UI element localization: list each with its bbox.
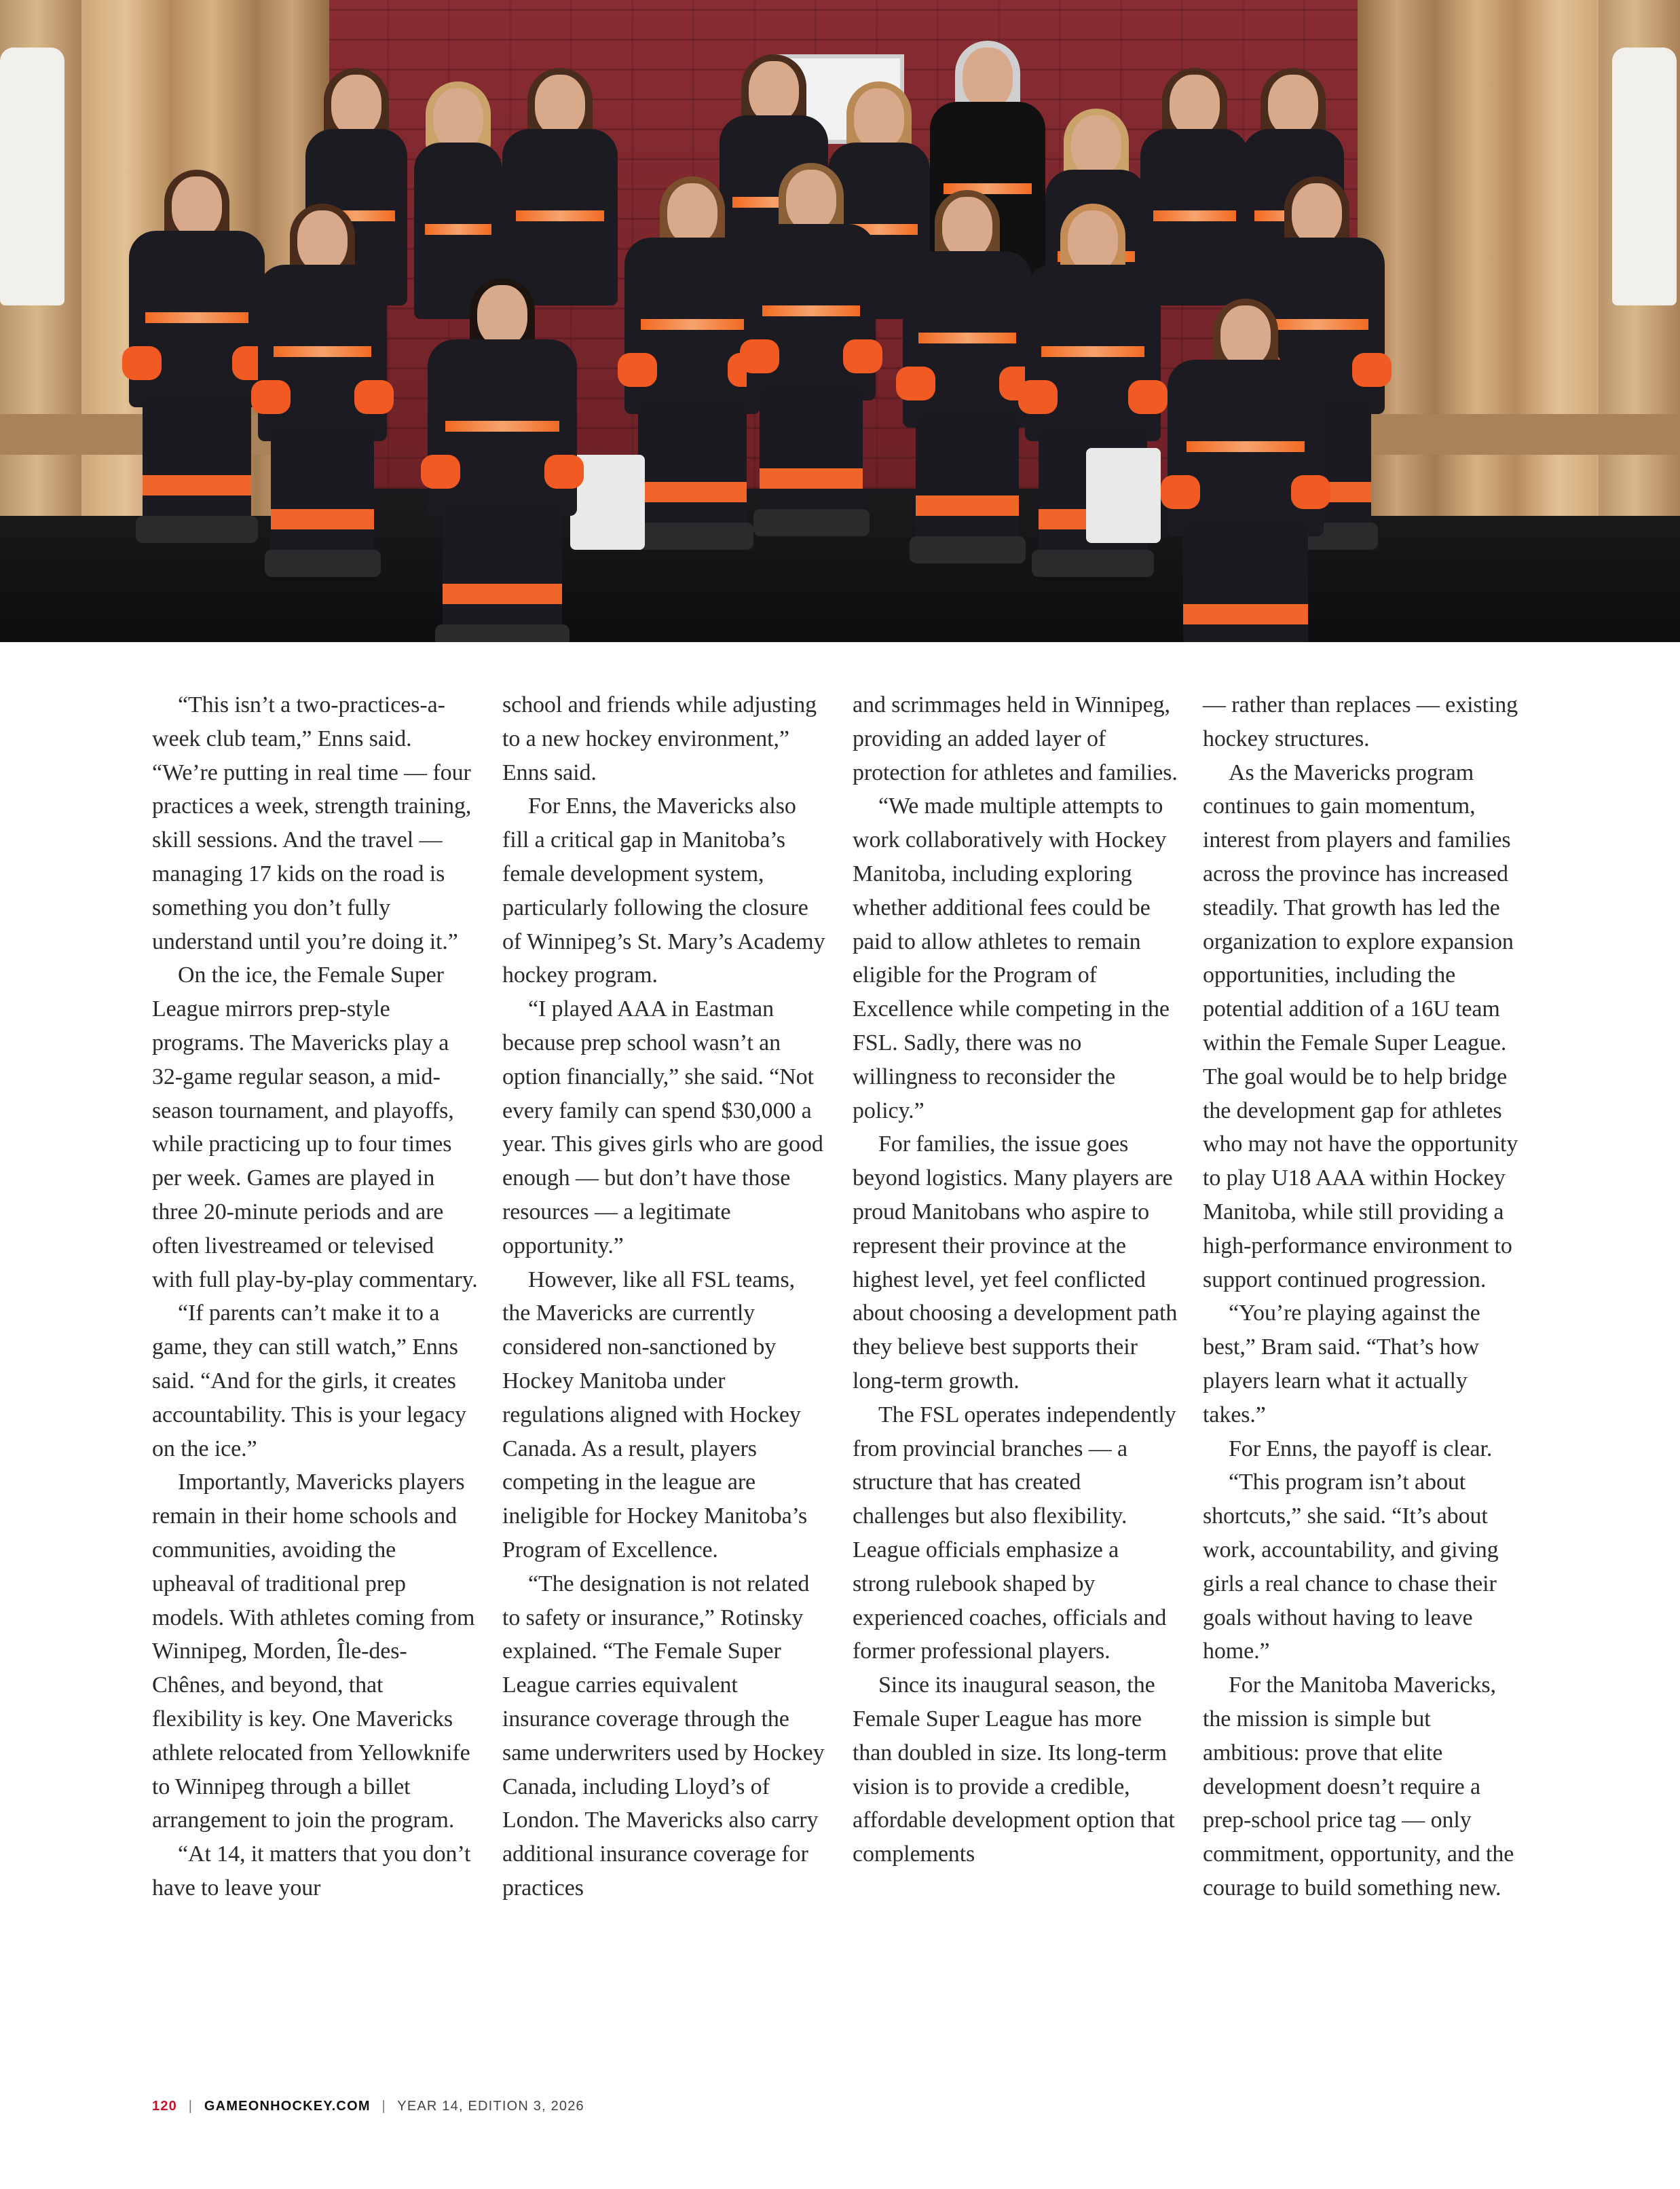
article-column-3 — [853, 688, 1178, 2059]
paragraph: “If parents can’t make it to a game, they can still watch,” Enns said. “And for the girls, it creates accountability. This is your legacy on the ice.” — [152, 1301, 466, 1461]
edition-label: YEAR 14, EDITION 3, 2026 — [397, 2099, 584, 2114]
paragraph: Since its inaugural season, the Female Super League has more than doubled in size. Its long-term vision is to provide a credible, affordable development option that complements — [853, 1672, 1175, 1867]
paragraph: — rather than replaces — existing hockey structures. — [1203, 692, 1518, 751]
paragraph: However, like all FSL teams, the Mavericks are currently considered non-sanctioned by Hockey Manitoba under regulations aligned with Hockey Canada. As a result, players competing in the league are ineligible for Hockey Manitoba’s Program of Excellence. — [502, 1267, 808, 1563]
paragraph: Importantly, Mavericks players remain in their home schools and communities, avoiding the upheaval of traditional prep models. With athletes coming from Winnipeg, Morden, Île-des-Chênes, and beyond, that flexibility is key. One Mavericks athlete relocated from Yellowknife to Winnipeg through a billet arrangement to join the program. — [152, 1470, 475, 1833]
article-column-1 — [152, 688, 478, 2059]
paragraph: “You’re playing against the best,” Bram said. “That’s how players learn what it actually takes.” — [1203, 1301, 1480, 1427]
article-column-4 — [1203, 688, 1529, 2059]
paragraph: school and friends while adjusting to a new hockey environment,” Enns said. — [502, 692, 817, 785]
team-photo — [0, 0, 1680, 642]
footer-separator: | — [188, 2099, 193, 2114]
hanging-jersey — [1612, 48, 1677, 305]
hanging-jersey — [0, 48, 64, 305]
paragraph: “The designation is not related to safety or insurance,” Rotinsky explained. “The Female Super League carries equivalent insurance coverage through the same underwriters used by Hockey Canada, including Lloyd’s of London. The Mavericks also carry additional insurance coverage for practices — [502, 1571, 825, 1901]
paragraph: On the ice, the Female Super League mirrors prep-style programs. The Mavericks play a 32-game regular season, a mid-season tournament, and playoffs, while practicing up to four times per week. Games are played in three 20-minute periods and are often livestreamed or televised with full play-by-play commentary. — [152, 962, 478, 1292]
paragraph: “This isn’t a two-practices-a-week club team,” Enns said. “We’re putting in real time — four practices a week, strength training, skill sessions. And the travel — managing 17 kids on the road is something you don’t fully understand until you’re doing it.” — [152, 692, 472, 954]
paragraph: “I played AAA in Eastman because prep school wasn’t an option financially,” she said. “Not every family can spend $30,000 a year. This gives girls who are good enough — but don’t have those resources — a legitimate opportunity.” — [502, 996, 823, 1258]
stool — [1086, 448, 1161, 543]
paragraph: As the Mavericks program continues to gain momentum, interest from players and families across the province has increased steadily. That growth has led the organization to explore expansion opportunities, including the potential addition of a 16U team within the Female Super League. The goal would be to help bridge the development gap for athletes who may not have the opportunity to play U18 AAA within Hockey Manitoba, while still providing a high-performance environment to support continued progression. — [1203, 760, 1518, 1292]
page-number: 120 — [152, 2099, 177, 2114]
paragraph: For Enns, the payoff is clear. — [1229, 1436, 1493, 1461]
team-group — [122, 61, 1548, 604]
footer-separator: | — [381, 2099, 386, 2114]
article-column-2 — [502, 688, 828, 2059]
page-footer — [152, 2099, 584, 2119]
site-name: GAMEONHOCKEY.COM — [204, 2099, 371, 2114]
paragraph: For Enns, the Mavericks also fill a critical gap in Manitoba’s female development system, particularly following the closure of Winnipeg’s St. Mary’s Academy hockey program. — [502, 793, 825, 988]
paragraph: “At 14, it matters that you don’t have to leave your — [152, 1841, 471, 1901]
paragraph: “We made multiple attempts to work collaboratively with Hockey Manitoba, including exploring whether additional fees could be paid to allow athletes to remain eligible for the Program of Excellence while competing in the FSL. Sadly, there was no willingness to reconsider the policy.” — [853, 793, 1170, 1123]
paragraph: The FSL operates independently from provincial branches — a structure that has created challenges but also flexibility. League officials emphasize a strong rulebook shaped by experienced coaches, officials and former professional players. — [853, 1402, 1176, 1664]
paragraph: For families, the issue goes beyond logistics. Many players are proud Manitobans who aspire to represent their province at the highest level, yet feel conflicted about choosing a development path they believe best supports their long-term growth. — [853, 1131, 1178, 1393]
paragraph: For the Manitoba Mavericks, the mission is simple but ambitious: prove that elite development doesn’t require a prep-school price tag — only commitment, opportunity, and the courage to build something new. — [1203, 1672, 1514, 1901]
paragraph: and scrimmages held in Winnipeg, providing an added layer of protection for athletes and families. — [853, 692, 1178, 785]
article-body — [152, 688, 1529, 2059]
paragraph: “This program isn’t about shortcuts,” she said. “It’s about work, accountability, and giving girls a real chance to chase their goals without having to leave home.” — [1203, 1470, 1499, 1664]
